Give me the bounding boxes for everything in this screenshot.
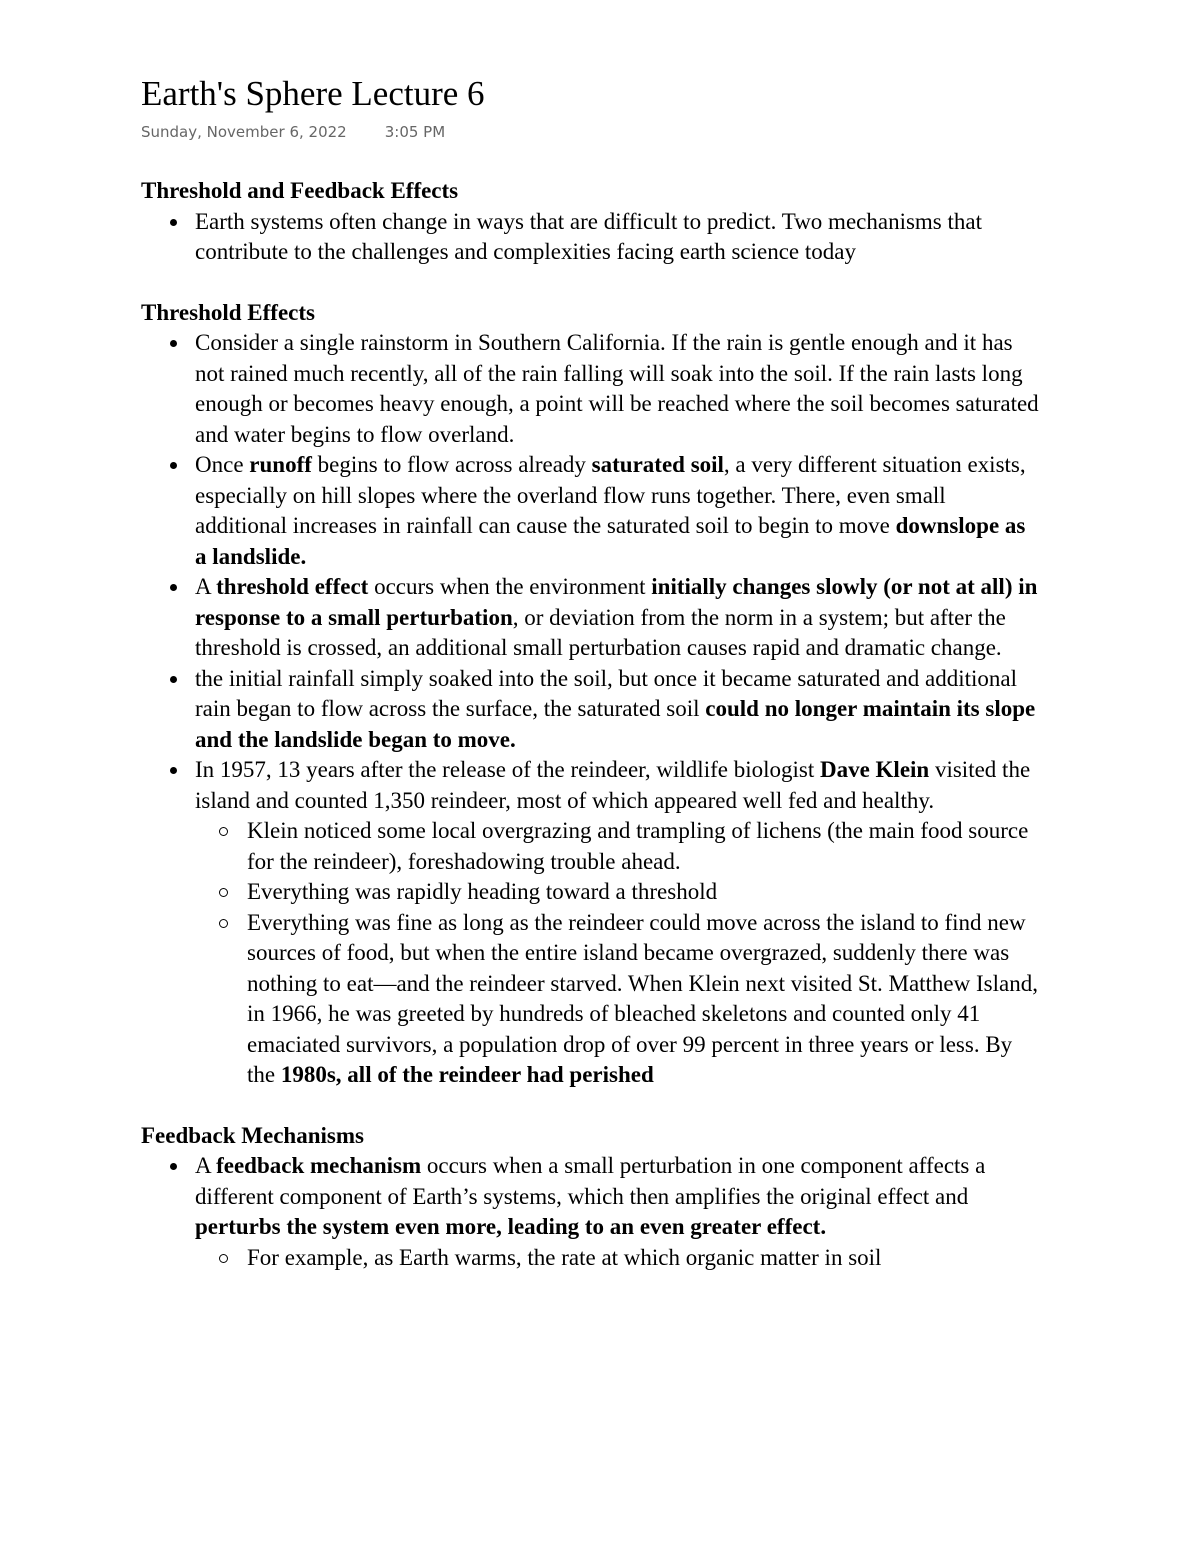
list-item: the initial rainfall simply soaked into the soil, but once it became saturated and additional rain began to flow across the surface, the saturated soil could no longer maintain its slope and the landslide began to move. xyxy=(141,664,1041,756)
bold-term: perturbs the system even more, leading to an even greater effect. xyxy=(195,1214,827,1239)
bold-term: 1980s, all of the reindeer had perished xyxy=(280,1062,654,1087)
list-item: A threshold effect occurs when the environment initially changes slowly (or not at all) in response to a small perturbation, or deviation from the norm in a system; but after the threshold is crossed, an additional small perturbation causes rapid and dramatic change. xyxy=(141,572,1041,664)
page-title: Earth's Sphere Lecture 6 xyxy=(141,74,485,113)
bold-term: initially changes slowly (or not at all) in response to a small perturbation xyxy=(195,574,1038,630)
sub-list-item: Klein noticed some local overgrazing and trampling of lichens (the main food source for the reindeer), foreshadowing trouble ahead. xyxy=(195,816,1041,877)
bold-term: saturated soil xyxy=(591,452,724,477)
list-item: Once runoff begins to flow across already saturated soil, a very different situation exists, especially on hill slopes where the overland flow runs together. There, even small additional increases in rainfall can cause the saturated soil to begin to move downslope as a landslide. xyxy=(141,450,1041,572)
sub-list-item: Everything was rapidly heading toward a threshold xyxy=(195,877,1041,908)
bold-term: threshold effect xyxy=(216,574,369,599)
sub-list-item: For example, as Earth warms, the rate at which organic matter in soil xyxy=(195,1243,1041,1274)
section-heading: Threshold and Feedback Effects xyxy=(141,178,459,203)
sub-list xyxy=(195,816,1041,1091)
bold-term: could no longer maintain its slope and the landslide began to move. xyxy=(195,696,1036,752)
sub-list xyxy=(195,1243,1041,1274)
page-time: 3:05 PM xyxy=(384,123,446,141)
section-heading: Feedback Mechanisms xyxy=(141,1122,364,1148)
note-body xyxy=(141,176,1041,1273)
bold-term: runoff xyxy=(249,452,312,477)
list-item: Earth systems often change in ways that are difficult to predict. Two mechanisms that contribute to the challenges and complexities facing earth science today xyxy=(141,207,1041,268)
list-item: Consider a single rainstorm in Southern California. If the rain is gentle enough and it has not rained much recently, all of the rain falling will soak into the soil. If the rain lasts long enough or becomes heavy enough, a point will be reached where the soil becomes saturated and water begins to flow overland. xyxy=(141,328,1041,450)
page-timestamp xyxy=(141,123,445,141)
sub-list-item: Everything was fine as long as the reindeer could move across the island to find new sources of food, but when the entire island became overgrazed, suddenly there was nothing to eat—and the reindeer starved. When Klein next visited St. Matthew Island, in 1966, he was greeted by hundreds of bleached skeletons and counted only 41 emaciated survivors, a population drop of over 99 percent in three years or less. By the 1980s, all of the reindeer had perished xyxy=(195,908,1041,1091)
page-date: Sunday, November 6, 2022 xyxy=(141,123,347,141)
list-item: A feedback mechanism occurs when a small perturbation in one component affects a different component of Earth’s systems, which then amplifies the original effect and perturbs the system even more, leading to an even greater effect. For example, as Earth warms, the rate at which organic matter in soil xyxy=(141,1151,1041,1273)
bold-term: Dave Klein xyxy=(819,757,930,782)
list-item: In 1957, 13 years after the release of the reindeer, wildlife biologist Dave Klein visited the island and counted 1,350 reindeer, most of which appeared well fed and healthy. Klein noticed some local overgrazing and trampling of lichens (the main food source for the reindeer), foreshadowing trouble ahead. Everything was rapidly heading toward a threshold Everything was fine as long as the reindeer could move across the island to find new sources of food, but when the entire island became overgrazed, suddenly there was nothing to eat—and the reindeer starved. When Klein next visited St. Matthew Island, in 1966, he was greeted by hundreds of bleached skeletons and counted only 41 emaciated survivors, a population drop of over 99 percent in three years or less. By the 1980s, all of the reindeer had perished xyxy=(141,755,1041,1091)
bold-term: feedback mechanism xyxy=(216,1153,422,1178)
bullet-list xyxy=(141,328,1041,1091)
section-heading: Threshold Effects xyxy=(141,299,315,325)
bullet-list xyxy=(141,1151,1041,1273)
bullet-list xyxy=(141,207,1041,268)
bold-term: downslope as a landslide. xyxy=(195,513,1026,569)
